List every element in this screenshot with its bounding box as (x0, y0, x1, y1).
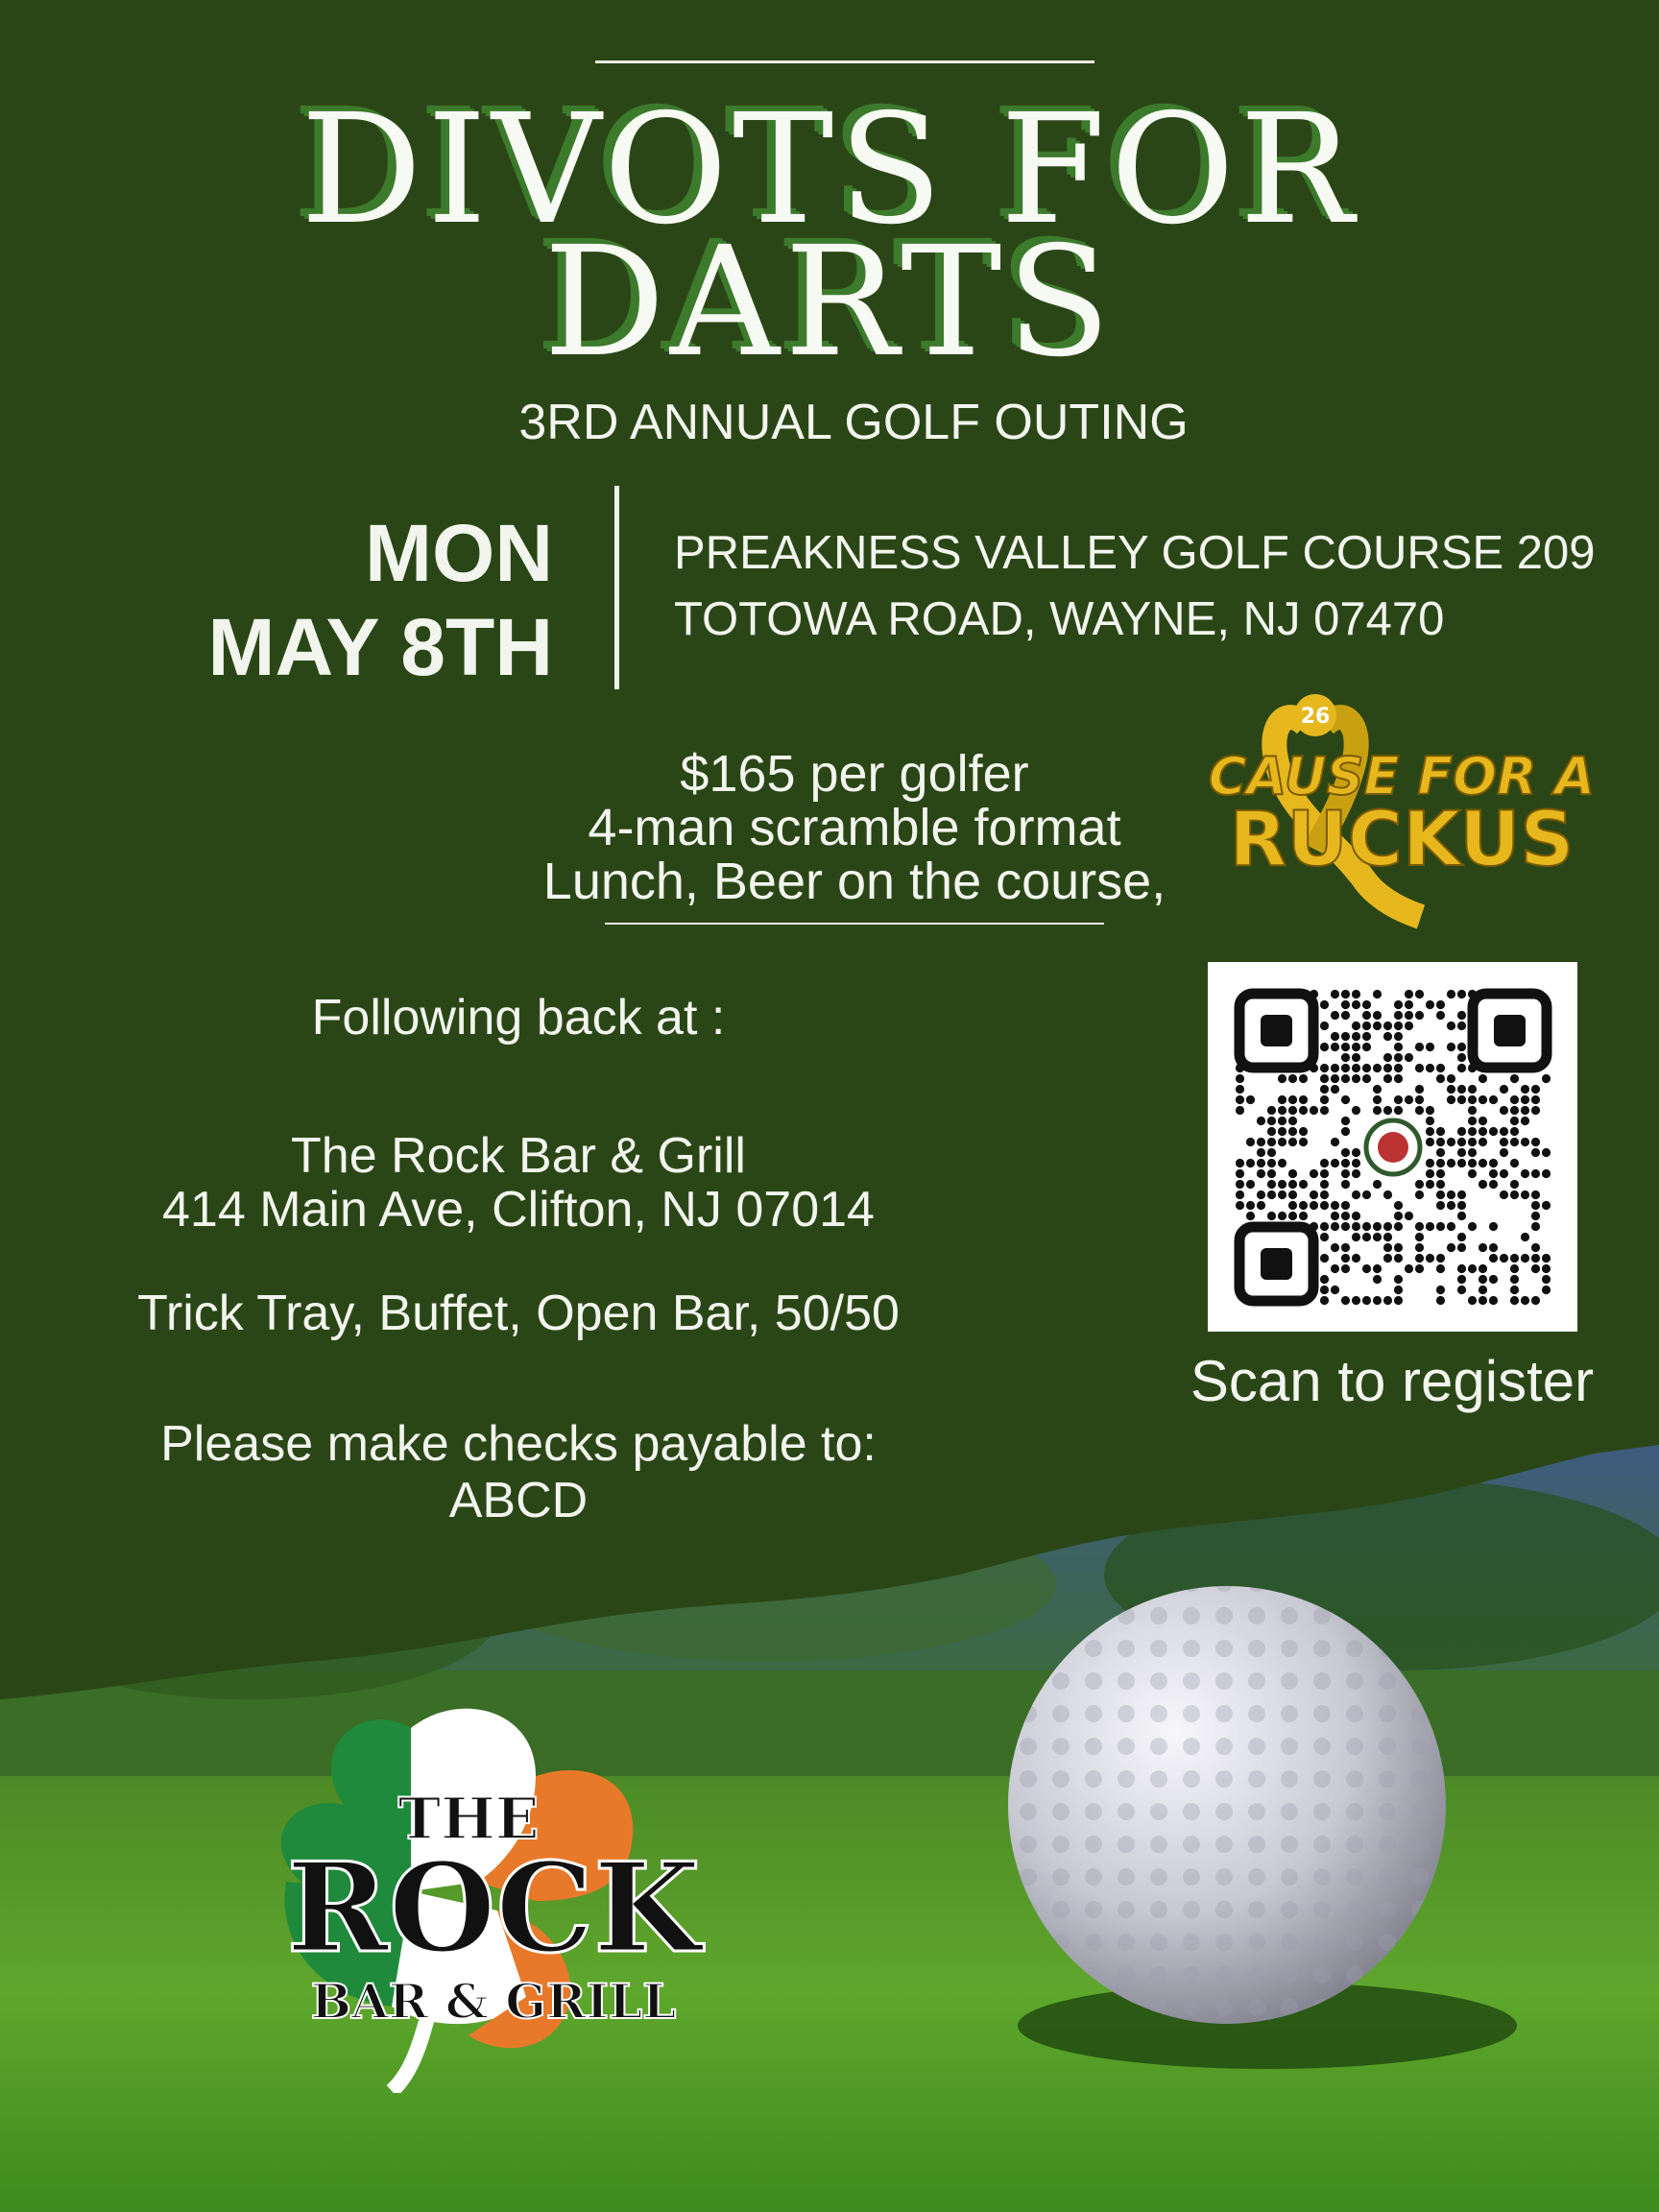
event-location-line-1: PREAKNESS VALLEY GOLF COURSE 209 (674, 527, 1596, 579)
event-date: MAY 8TH (207, 602, 553, 692)
event-day: MON (365, 508, 553, 598)
after-venue-address: 414 Main Ave, Clifton, NJ 07014 (162, 1182, 875, 1238)
after-extras: Trick Tray, Buffet, Open Bar, 50/50 (137, 1286, 900, 1341)
cause-for-a-ruckus-logo (1200, 686, 1603, 936)
price-text: $165 per golfer (680, 745, 1029, 803)
after-venue-name: The Rock Bar & Grill (291, 1128, 746, 1184)
event-title-line-1: DIVOTS FOR (301, 82, 1358, 258)
format-text: 4-man scramble format (588, 799, 1121, 856)
rock-logo-the: THE (397, 1786, 540, 1853)
checks-payee: ABCD (448, 1473, 589, 1528)
details-divider (605, 923, 1104, 925)
event-location-line-2: TOTOWA ROAD, WAYNE, NJ 07470 (674, 593, 1445, 645)
top-divider (595, 60, 1094, 63)
qr-pattern (1208, 962, 1577, 1332)
checks-label: Please make checks payable to: (160, 1416, 877, 1472)
event-subtitle: 3RD ANNUAL GOLF OUTING (518, 395, 1189, 450)
ruckus-line-2: RUCKUS (1229, 797, 1575, 883)
registration-qr-code[interactable] (1208, 962, 1577, 1332)
the-rock-bar-grill-logo (248, 1690, 757, 2093)
rock-logo-rock: ROCK (286, 1837, 701, 1981)
scan-to-register-text: Scan to register (1190, 1349, 1595, 1413)
event-title-line-2: DARTS (543, 214, 1116, 391)
date-location-divider (614, 486, 619, 689)
rock-logo-bar-grill: BAR & GRILL (310, 1973, 677, 2030)
following-intro: Following back at : (311, 990, 726, 1046)
ruckus-line-1: CAUSE FOR A (1208, 746, 1596, 806)
ruckus-number: 26 (1300, 705, 1331, 729)
includes-text: Lunch, Beer on the course, (542, 853, 1166, 910)
